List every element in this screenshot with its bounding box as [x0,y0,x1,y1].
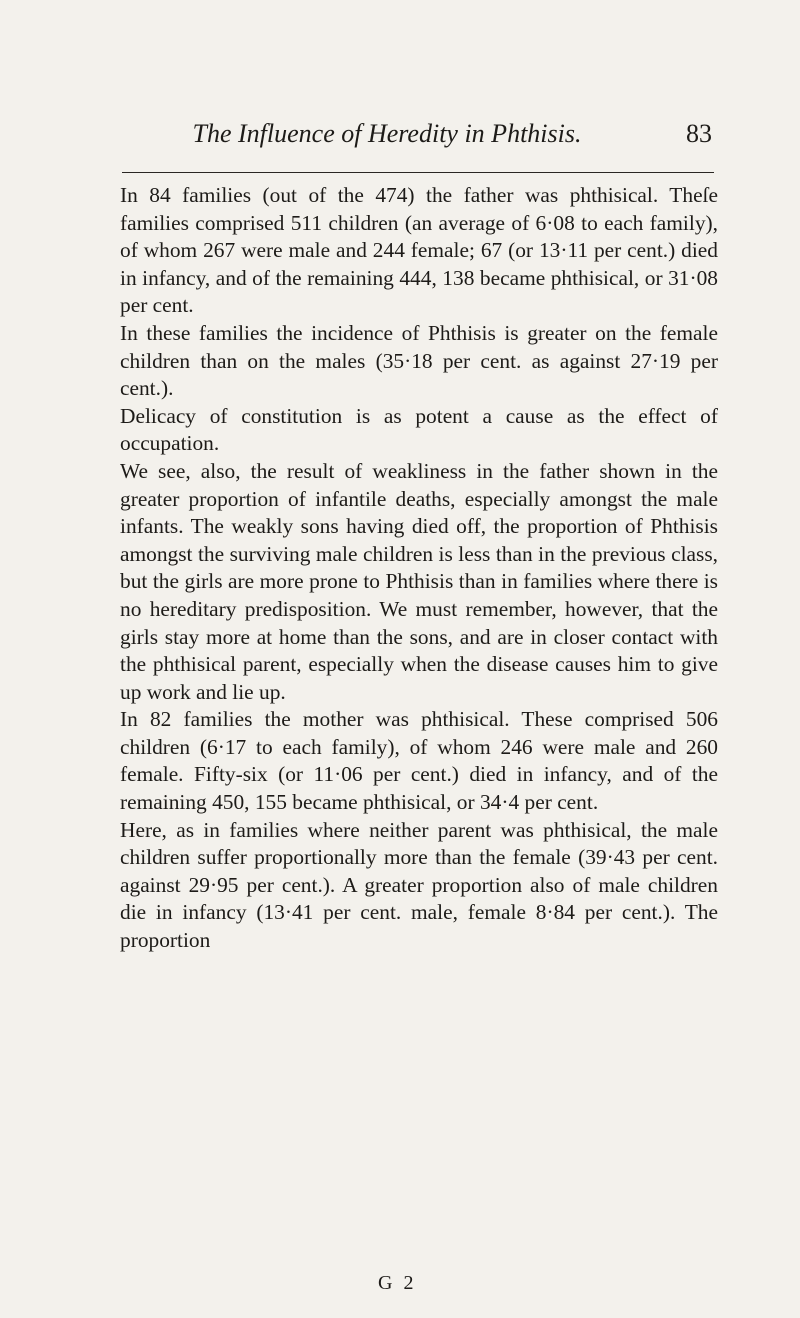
paragraph: In 84 families (out of the 474) the father was phthisical. Theſe families comprised 511 children (an average of 6·08 to each family), of whom 267 were male and 244 female; 67 (or 13·11 per cent.) died in infancy, and of the remaining 444, 138 became phthisical, or 31·08 per cent. [120,183,718,318]
running-head [122,118,712,152]
body-text [120,182,718,955]
page-number: 83 [686,119,712,148]
signature-mark: G 2 [378,1272,417,1294]
paragraph: In these families the incidence of Phthisis is greater on the female children than on the males (35·18 per cent. as against 27·19 per cent.). [120,320,718,401]
running-title: The Influence of Heredity in Phthisis. [192,119,582,148]
paragraph: In 82 families the mother was phthisical. These comprised 506 children (6·17 to each family), of whom 246 were male and 260 female. Fifty-six (or 11·06 per cent.) died in infancy, and of the remaining 450, 155 became phthisical, or 34·4 per cent. [120,707,718,815]
paragraph: Here, as in families where neither parent was phthisical, the male children suffer proportionally more than the female (39·43 per cent. against 29·95 per cent.). A greater proportion also of male children die in infancy (13·41 per cent. male, female 8·84 per cent.). The proportion [120,817,718,953]
paragraph: Delicacy of constitution is as potent a cause as the effect of occupation. [120,403,718,456]
paragraph: We see, also, the result of weakliness in the father shown in the greater proportion of infantile deaths, especially amongst the male infants. The weakly sons having died off, the proportion of Phthisis amongst the surviving male children is less than in the previous class, but the girls are more prone to Phthisis than in families where there is no hereditary predisposition. We must remember, however, that the girls stay more at home than the sons, and are in closer contact with the phthisical parent, especially when the disease causes him to give up work and lie up. [120,458,718,704]
header-rule [122,172,714,173]
